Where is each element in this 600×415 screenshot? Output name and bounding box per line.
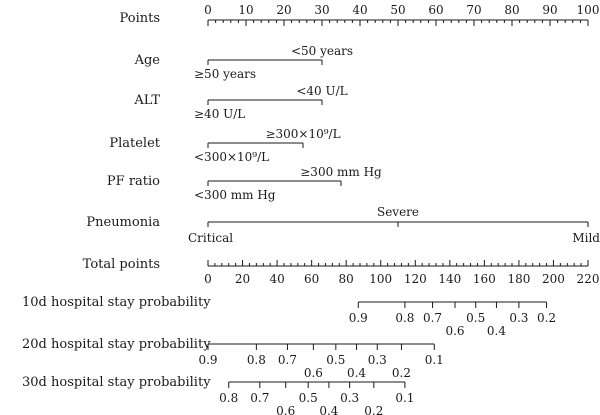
10d-probability-tick-label: 0.3 bbox=[509, 311, 529, 325]
alt-level-label: <40 U/L bbox=[296, 84, 348, 98]
total-points-tick-label: 80 bbox=[338, 272, 354, 286]
total-points-tick-label: 160 bbox=[472, 272, 496, 286]
30d-probability-tick-label: 0.2 bbox=[364, 404, 384, 415]
total-points-axis-label: Total points bbox=[82, 257, 160, 272]
total-points-tick-label: 100 bbox=[369, 272, 393, 286]
pneumonia-level-label: Severe bbox=[376, 205, 420, 219]
age-level-label: ≥50 years bbox=[194, 67, 257, 81]
points-tick-label: 60 bbox=[428, 3, 444, 17]
pneumonia-level-label: Critical bbox=[188, 231, 234, 245]
total-points-tick-label: 140 bbox=[438, 272, 462, 286]
20d-probability-tick-label: 0.7 bbox=[277, 353, 298, 367]
total-points-tick-label: 220 bbox=[576, 272, 600, 286]
total-points-tick-label: 120 bbox=[403, 272, 427, 286]
30d-probability-tick-label: 0.3 bbox=[340, 391, 360, 405]
20d-probability-tick-label: 0.1 bbox=[424, 353, 444, 367]
points-tick-label: 70 bbox=[466, 3, 482, 17]
points-tick-label: 30 bbox=[314, 3, 330, 17]
30d-probability-tick-label: 0.7 bbox=[250, 391, 270, 405]
10d-probability-tick-label: 0.5 bbox=[466, 311, 486, 325]
20d-probability-tick-label: 0.9 bbox=[198, 353, 218, 367]
30d-probability-label: 30d hospital stay probability bbox=[22, 375, 211, 390]
pneumonia-level-label: Mild bbox=[572, 231, 600, 245]
total-points-tick-label: 200 bbox=[542, 272, 565, 286]
total-points-tick-label: 180 bbox=[507, 272, 531, 286]
20d-probability-tick-label: 0.8 bbox=[246, 353, 266, 367]
20d-probability-tick-label: 0.2 bbox=[391, 366, 412, 380]
pf-ratio-level-label: <300 mm Hg bbox=[194, 188, 276, 202]
10d-probability-tick-label: 0.2 bbox=[536, 311, 557, 325]
points-tick-label: 100 bbox=[576, 3, 600, 17]
10d-probability-label: 10d hospital stay probability bbox=[22, 295, 211, 310]
total-points-tick-label: 60 bbox=[303, 272, 320, 286]
20d-probability-tick-label: 0.4 bbox=[346, 366, 367, 380]
points-tick-label: 90 bbox=[542, 3, 558, 17]
alt-label: ALT bbox=[134, 93, 160, 108]
20d-probability-tick-label: 0.6 bbox=[303, 366, 323, 380]
30d-probability-tick-label: 0.8 bbox=[219, 391, 239, 405]
30d-probability-tick-label: 0.6 bbox=[276, 404, 296, 415]
platelet-label: Platelet bbox=[109, 136, 160, 151]
points-tick-label: 20 bbox=[276, 3, 292, 17]
points-tick-label: 10 bbox=[238, 3, 254, 17]
10d-probability-tick-label: 0.4 bbox=[486, 324, 507, 338]
platelet-level-label: <300×10⁹/L bbox=[194, 150, 270, 164]
total-points-tick-label: 20 bbox=[234, 272, 251, 286]
30d-probability-tick-label: 0.5 bbox=[298, 391, 318, 405]
10d-probability-tick-label: 0.9 bbox=[348, 311, 368, 325]
pf-ratio-label: PF ratio bbox=[106, 174, 160, 189]
20d-probability-tick-label: 0.3 bbox=[367, 353, 387, 367]
alt-level-label: ≥40 U/L bbox=[194, 107, 246, 121]
total-points-tick-label: 0 bbox=[204, 272, 212, 286]
10d-probability-tick-label: 0.7 bbox=[422, 311, 443, 325]
20d-probability-tick-label: 0.5 bbox=[326, 353, 346, 367]
20d-probability-label: 20d hospital stay probability bbox=[22, 337, 211, 352]
30d-probability-tick-label: 0.1 bbox=[395, 391, 415, 405]
pf-ratio-level-label: ≥300 mm Hg bbox=[300, 165, 382, 179]
points-tick-label: 50 bbox=[390, 3, 406, 17]
points-tick-label: 40 bbox=[352, 3, 368, 17]
age-label: Age bbox=[134, 53, 160, 68]
points-tick-label: 0 bbox=[204, 3, 212, 17]
10d-probability-tick-label: 0.8 bbox=[395, 311, 415, 325]
pneumonia-label: Pneumonia bbox=[86, 215, 160, 230]
10d-probability-tick-label: 0.6 bbox=[445, 324, 465, 338]
points-axis-label: Points bbox=[119, 11, 160, 26]
30d-probability-tick-label: 0.4 bbox=[319, 404, 339, 415]
platelet-level-label: ≥300×10⁹/L bbox=[265, 127, 341, 141]
age-level-label: <50 years bbox=[290, 44, 354, 58]
total-points-tick-label: 40 bbox=[269, 272, 285, 286]
points-tick-label: 80 bbox=[504, 3, 520, 17]
